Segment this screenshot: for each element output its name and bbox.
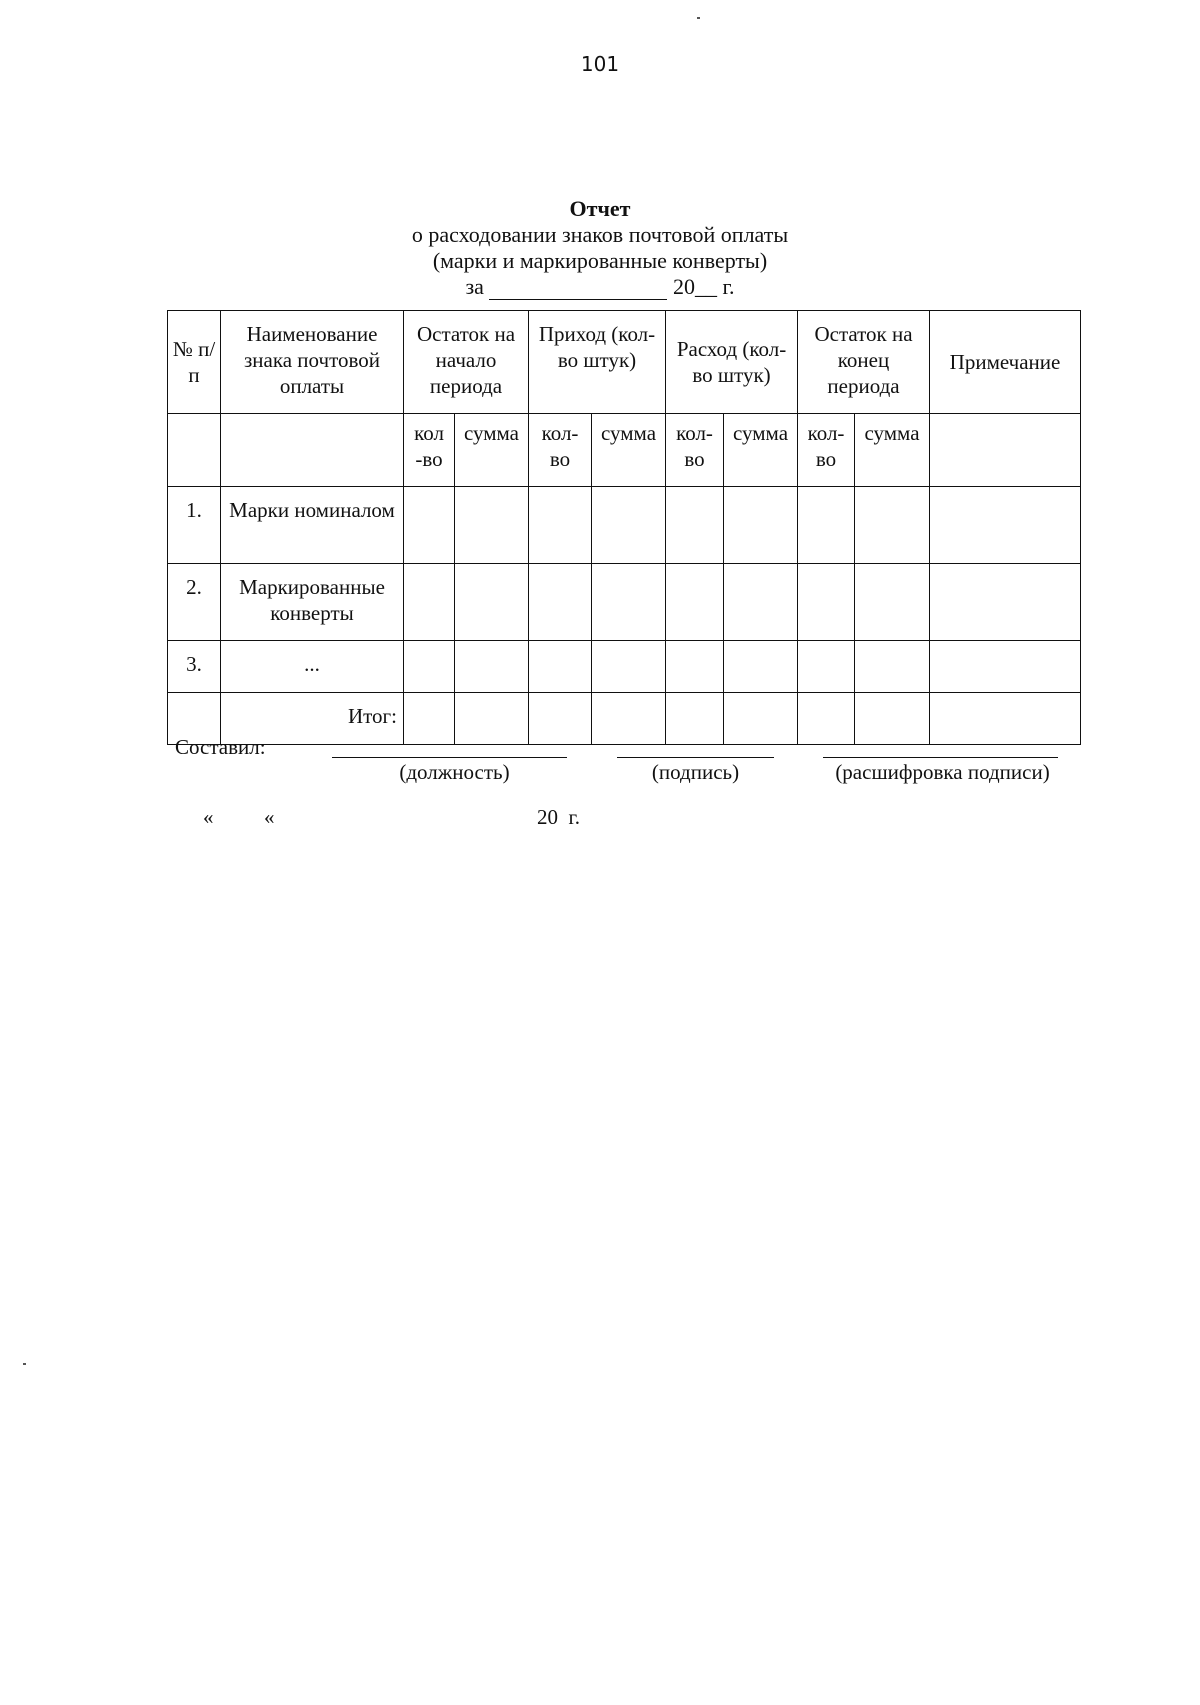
position-line[interactable]: [332, 757, 567, 758]
empty-cell[interactable]: [529, 564, 592, 641]
row-name: Марки номиналом: [221, 487, 404, 564]
subheader-sum: сумма: [724, 414, 798, 487]
subheader-qty: кол-во: [798, 414, 855, 487]
table-row: [168, 487, 1081, 564]
empty-cell[interactable]: [404, 641, 455, 693]
empty-cell[interactable]: [855, 487, 930, 564]
row-num: 3.: [168, 641, 221, 693]
header-note: Примечание: [930, 311, 1081, 414]
table-total-row: [168, 693, 1081, 745]
subheader-empty: [168, 414, 221, 487]
row-num: 1.: [168, 487, 221, 564]
empty-cell[interactable]: [529, 693, 592, 745]
header-name: Наименование знака почтовой оплаты: [221, 311, 404, 414]
empty-cell[interactable]: [930, 487, 1081, 564]
table-row: [168, 564, 1081, 641]
row-num: 2.: [168, 564, 221, 641]
subheader-sum: сумма: [855, 414, 930, 487]
empty-cell[interactable]: [592, 641, 666, 693]
empty-cell[interactable]: [666, 487, 724, 564]
empty-cell[interactable]: [724, 487, 798, 564]
period-blank: [489, 279, 667, 300]
empty-cell[interactable]: [404, 693, 455, 745]
empty-cell[interactable]: [455, 641, 529, 693]
header-expense: Расход (кол-во штук): [666, 311, 798, 414]
empty-cell[interactable]: [404, 487, 455, 564]
header-end-balance: Остаток на конец периода: [798, 311, 930, 414]
empty-cell[interactable]: [930, 641, 1081, 693]
table-row: [168, 641, 1081, 693]
signature-line[interactable]: [617, 757, 774, 758]
page-number: 101: [580, 52, 620, 76]
empty-cell[interactable]: [529, 641, 592, 693]
subheader-qty: кол-во: [529, 414, 592, 487]
row-name: ...: [221, 641, 404, 693]
empty-cell[interactable]: [592, 693, 666, 745]
table-subheader-row: [168, 414, 1081, 487]
scan-mark: [697, 17, 700, 19]
empty-cell[interactable]: [798, 693, 855, 745]
empty-cell[interactable]: [592, 564, 666, 641]
empty-cell[interactable]: [855, 693, 930, 745]
subheader-sum: сумма: [592, 414, 666, 487]
row-name: Маркированные конверты: [221, 564, 404, 641]
header-num: № п/п: [168, 311, 221, 414]
report-subtitle-note: (марки и маркированные конверты): [432, 248, 768, 273]
empty-cell[interactable]: [930, 564, 1081, 641]
report-period: [0, 274, 1200, 300]
date-year: 20 г.: [537, 805, 580, 829]
empty-cell[interactable]: [666, 693, 724, 745]
empty-cell[interactable]: [455, 564, 529, 641]
total-label: Итог:: [221, 693, 404, 745]
date-quote-close: «: [264, 805, 275, 829]
subheader-qty: кол-во: [666, 414, 724, 487]
subheader-qty: кол -во: [404, 414, 455, 487]
empty-cell[interactable]: [404, 564, 455, 641]
report-subtitle: о расходовании знаков почтовой оплаты: [411, 222, 789, 247]
empty-cell[interactable]: [930, 693, 1081, 745]
decoding-caption: (расшифровка подписи): [835, 760, 1050, 784]
empty-cell[interactable]: [666, 564, 724, 641]
empty-cell[interactable]: [529, 487, 592, 564]
subheader-empty: [930, 414, 1081, 487]
table-header-row: [168, 311, 1081, 414]
empty-cell[interactable]: [724, 564, 798, 641]
empty-cell[interactable]: [855, 564, 930, 641]
date-quote-open: «: [203, 805, 214, 829]
report-title-block: [0, 196, 1200, 300]
empty-cell[interactable]: [724, 693, 798, 745]
empty-cell[interactable]: [798, 487, 855, 564]
subheader-sum: сумма: [455, 414, 529, 487]
empty-cell[interactable]: [455, 487, 529, 564]
empty-cell[interactable]: [666, 641, 724, 693]
report-table: [167, 310, 1081, 745]
period-year: 20__ г.: [672, 274, 735, 299]
header-income: Приход (кол-во штук): [529, 311, 666, 414]
signature-caption: (подпись): [651, 760, 740, 784]
header-start-balance: Остаток на начало периода: [404, 311, 529, 414]
decoding-line[interactable]: [823, 757, 1058, 758]
empty-cell[interactable]: [724, 641, 798, 693]
empty-cell[interactable]: [798, 564, 855, 641]
empty-cell[interactable]: [798, 641, 855, 693]
empty-cell[interactable]: [455, 693, 529, 745]
position-caption: (должность): [399, 760, 510, 784]
subheader-empty: [221, 414, 404, 487]
compiled-by-label: Составил:: [175, 735, 266, 759]
period-prefix: за: [465, 274, 484, 299]
report-title: Отчет: [569, 196, 631, 221]
scan-mark: [23, 1363, 26, 1365]
empty-cell[interactable]: [855, 641, 930, 693]
empty-cell[interactable]: [592, 487, 666, 564]
